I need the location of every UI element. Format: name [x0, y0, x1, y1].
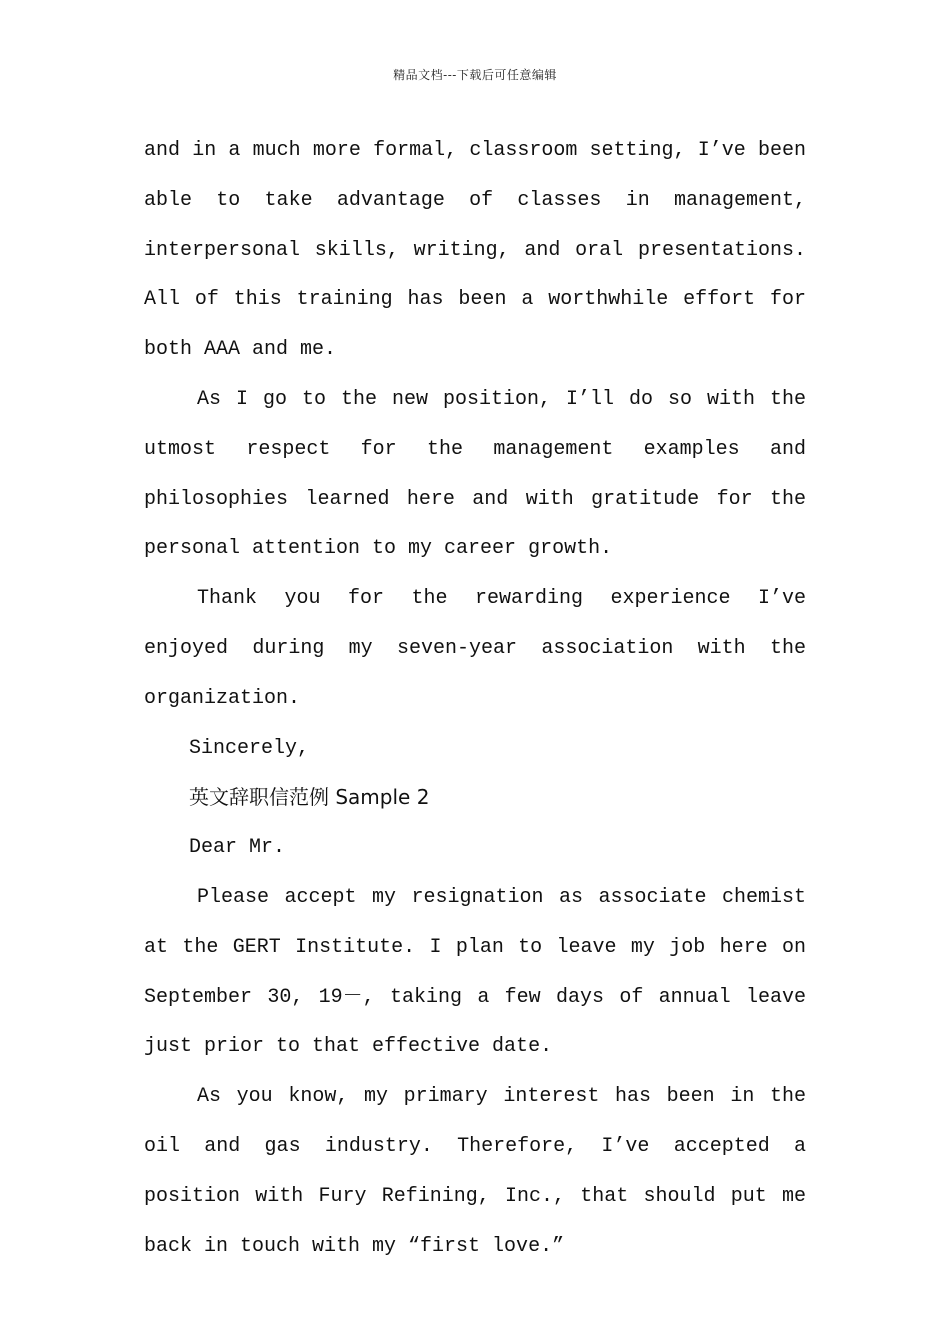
- paragraph-thank-you: Thank you for the rewarding experience I’ve enjoyed during my seven-year association with the organization.: [144, 587, 806, 710]
- paragraph-primary-interest: As you know, my primary interest has been in the oil and gas industry. Therefore, I’ve accepted a position with Fury Refining, Inc., that should put me back in touch with my “first love.”: [144, 1085, 806, 1258]
- sample-heading: 英文辞职信范例 Sample 2: [189, 785, 430, 810]
- paragraph-training: and in a much more formal, classroom setting, I’ve been able to take advantage of classes in management, interpersonal skills, writing, and oral presentations. All of this training has been a worthwhile effort for both AAA and me.: [144, 139, 806, 362]
- document-body: [144, 126, 806, 1271]
- closing-sincerely: Sincerely,: [189, 736, 310, 760]
- salutation: Dear Mr.: [189, 836, 286, 860]
- paragraph-new-position: As I go to the new position, I’ll do so with the utmost respect for the management examples and philosophies learned here and with gratitude for the personal attention to my career growth.: [144, 387, 806, 561]
- page-header: 精品文档---下载后可任意编辑: [393, 68, 557, 82]
- paragraph-resignation: Please accept my resignation as associate chemist at the GERT Institute. I plan to leave my job here on September 30, 19－, taking a few days of annual leave just prior to that effective date.: [144, 885, 806, 1059]
